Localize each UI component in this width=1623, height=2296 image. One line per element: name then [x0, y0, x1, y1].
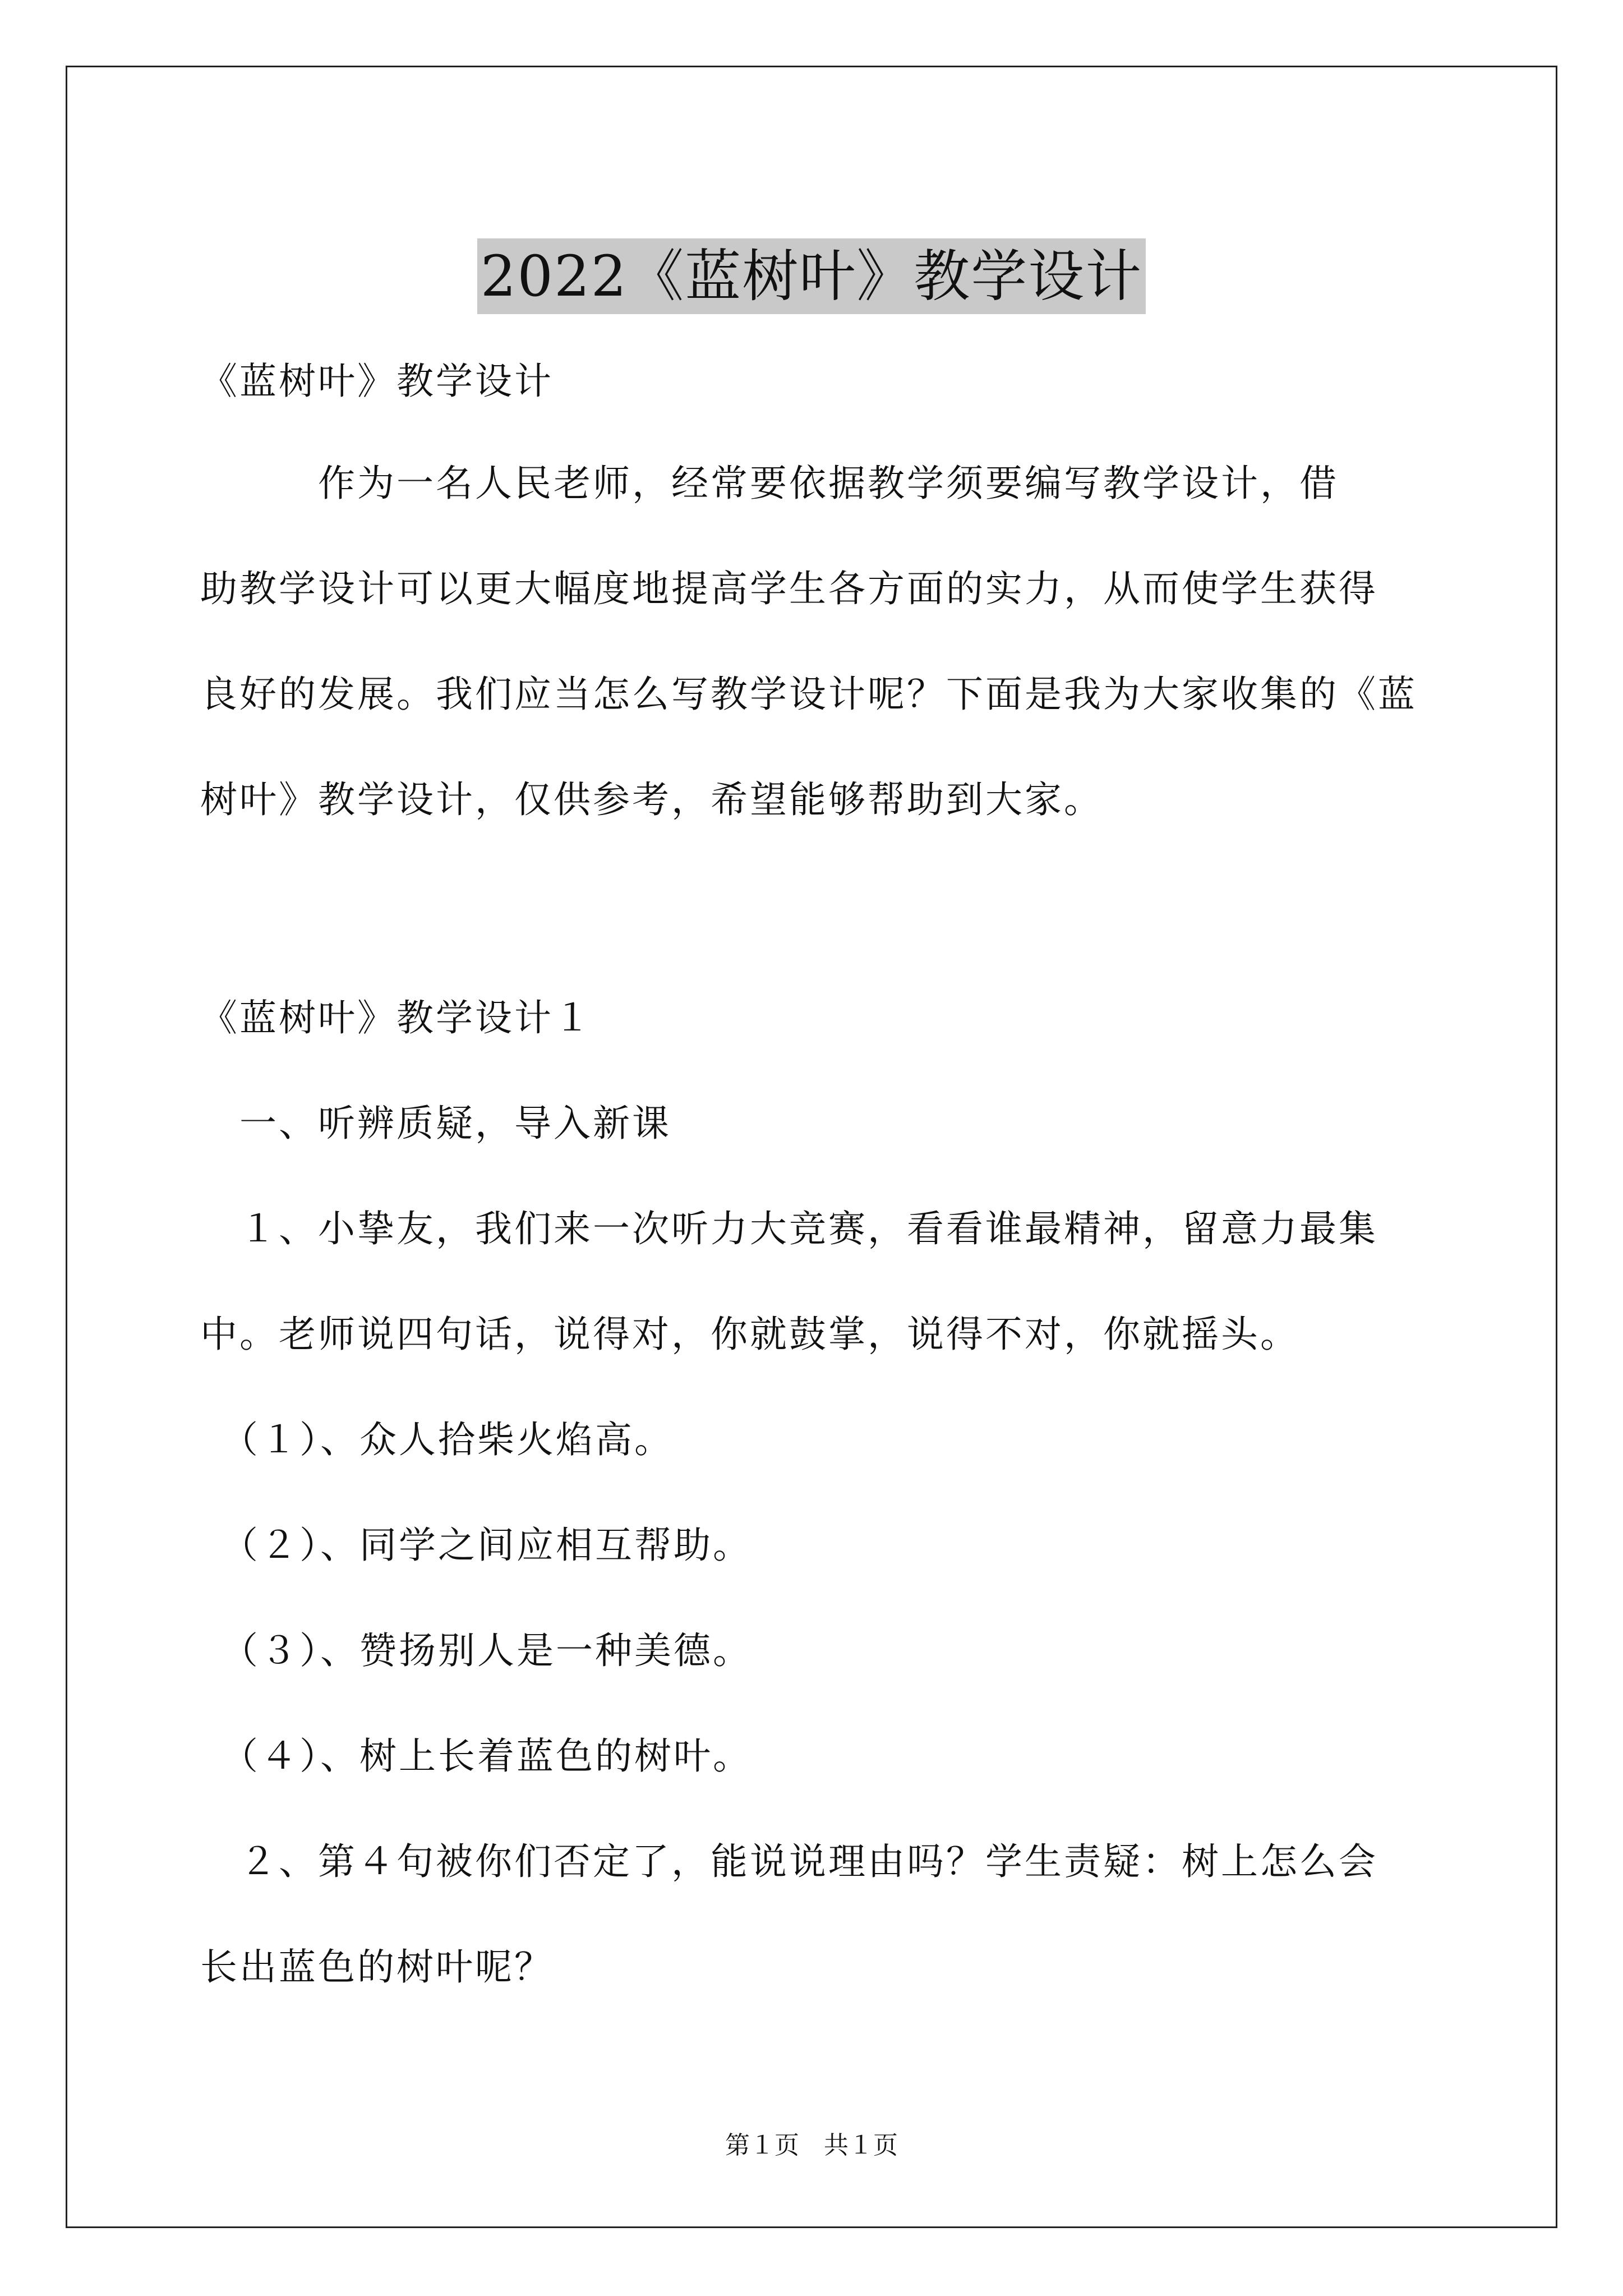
- body-line-7: （４）、树上长着蓝色的树叶。: [200, 1734, 752, 1778]
- body-line-6: （３）、赞扬别人是一种美德。: [200, 1629, 752, 1672]
- intro-line-3: 良好的发展。我们应当怎么写教学设计呢？下面是我为大家收集的《蓝: [200, 673, 1417, 716]
- section-heading: 《蓝树叶》教学设计１: [200, 996, 593, 1039]
- page-number-footer: 第１页 共１页: [725, 2131, 898, 2160]
- body-line-2: １、小挚友，我们来一次听力大竞赛，看看谁最精神，留意力最集: [200, 1207, 1378, 1250]
- body-line-9: 长出蓝色的树叶呢？: [200, 1945, 554, 1989]
- subtitle: 《蓝树叶》教学设计: [200, 360, 554, 403]
- intro-line-4: 树叶》教学设计，仅供参考，希望能够帮助到大家。: [200, 778, 1103, 821]
- body-line-5: （２）、同学之间应相互帮助。: [200, 1524, 752, 1567]
- intro-line-2: 助教学设计可以更大幅度地提高学生各方面的实力，从而使学生获得: [200, 567, 1378, 610]
- body-line-8: ２、第４句被你们否定了，能说说理由吗？学生责疑：树上怎么会: [200, 1840, 1378, 1883]
- intro-line-1: 作为一名人民老师，经常要依据教学须要编写教学设计，借: [200, 462, 1339, 505]
- document-title: 2022《蓝树叶》教学设计: [477, 238, 1146, 314]
- body-line-3: 中。老师说四句话，说得对，你就鼓掌，说得不对，你就摇头。: [200, 1313, 1299, 1356]
- body-line-4: （１）、众人拾柴火焰高。: [200, 1418, 674, 1461]
- title-container: [0, 201, 1623, 352]
- body-line-1: 一、听辨质疑，导入新课: [200, 1102, 671, 1145]
